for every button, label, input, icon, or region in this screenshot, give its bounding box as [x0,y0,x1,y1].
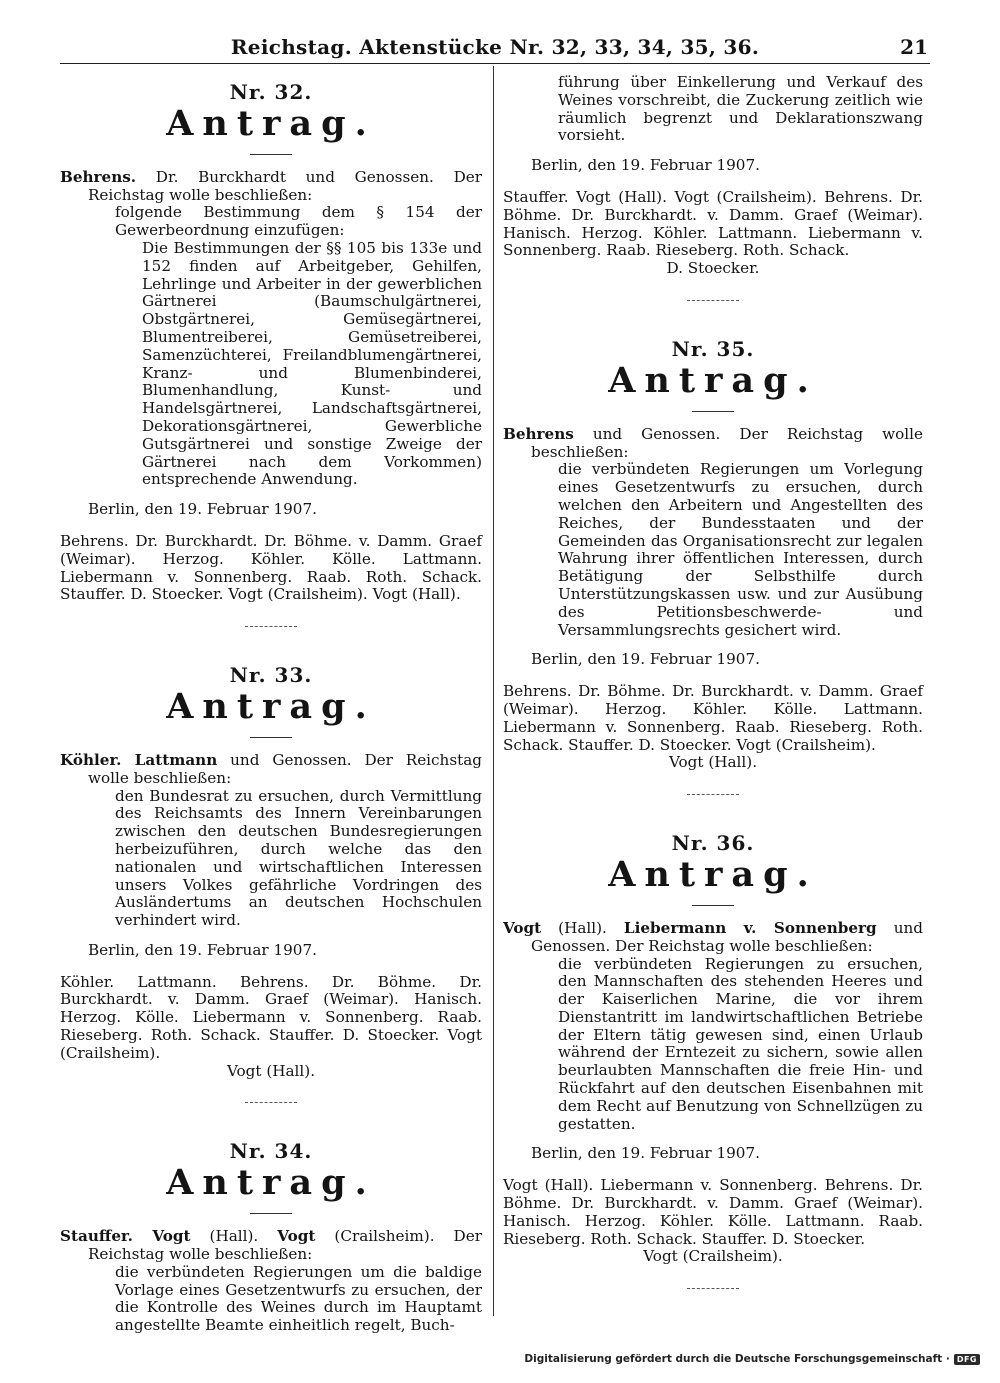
mover-rest: und Genossen. Der Reichstag wolle beschließen: [88,750,482,787]
signatories-last: Vogt (Hall). [226,1061,316,1080]
heading-rule [250,154,292,155]
antrag-nr-34 [60,1139,482,1335]
motion-date: Berlin, den 19. Februar 1907. [88,500,317,519]
mover-rest: Dr. Burckhardt und Genossen. Der Reichstag wolle beschließen: [88,167,482,204]
motion-date: Berlin, den 19. Februar 1907. [531,1144,760,1163]
signatories: Behrens. Dr. Böhme. Dr. Burckhardt. v. Damm. Graef (Weimar). Herzog. Köhler. Kölle. Lattmann. Liebermann v. Sonnenberg. Raab. Rieseberg. Roth. Schack. Stauffer. D. Stoecker. Vogt (Crailsheim). [503,682,923,754]
heading-rule [250,737,292,738]
antrag-nr-35 [503,336,923,795]
mover-mid: (Hall). [190,1227,278,1246]
mover-rest: und Genossen. Der Reichstag wolle beschließen: [531,918,923,955]
section-number: Nr. 32. [229,80,313,104]
signatories: Behrens. Dr. Burckhardt. Dr. Böhme. v. Damm. Graef (Weimar). Herzog. Köhler. Kölle. Lattmann. Liebermann v. Sonnenberg. Raab. Roth. Schack. Stauffer. D. Stoecker. Vogt (Crailsheim). Vogt (Hall). [60,531,482,604]
movers-line [503,426,923,462]
mover-name-2: Liebermann v. Sonnenberg [623,918,877,937]
section-heading: Antrag. [166,102,376,144]
signatories-last: Vogt (Hall). [668,753,758,772]
section-number: Nr. 35. [671,336,755,361]
signatories-last: D. Stoecker. [666,259,760,278]
motion-quote: Die Bestimmungen der §§ 105 bis 133e und 152 finden auf Arbeitgeber, Gehilfen, Lehrlinge und Arbeiter in der gewerblichen Gärtnerei (Baumschulgärtnerei, Obstgärtnerei, Gemüsegärtnerei, Blumentreiberei, Gemüsetreiberei, Samenzüchterei, Freilandblumengärtnerei, Kranz- und Blumenbinderei, Blumenhandlung, Kunst- und Handelsgärtnerei, Landschaftsgärtnerei, Dekorationsgärtnerei, Gewerbliche Gutsgärtnerei und sonstige Zweige der Gärtnerei nach dem Vorkommen) entsprechende Anwendung. [142,238,482,489]
digitization-credit [524,1353,980,1365]
dfg-logo: DFG [954,1354,980,1365]
section-heading: Antrag. [166,685,376,727]
motion-text: den Bundesrat zu ersuchen, durch Vermittlung des Reichsamts des Innern Vereinbarungen zwischen den deutschen Bundesregierungen herbeizuführen, durch welche das den nationalen und wirtschaftlichen Interessen unsers Volkes gefährliche Vordringen des Ausländertums an deutschen Hochschulen verhindert wird. [115,786,482,930]
mover-name: Behrens [503,424,574,443]
motion-date: Berlin, den 19. Februar 1907. [88,940,317,959]
movers-line [60,169,482,205]
section-end-rule [687,1288,739,1289]
mover-name: Behrens. [60,167,137,186]
section-end-rule [245,1102,297,1103]
section-number: Nr. 33. [229,663,313,688]
signatories-last: Vogt (Crailsheim). [643,1247,783,1266]
left-column [60,80,482,1335]
right-column [503,74,923,1329]
mover-name: Köhler. Lattmann [60,750,218,769]
motion-date: Berlin, den 19. Februar 1907. [531,156,760,175]
heading-rule [692,411,734,412]
movers-line [60,1228,482,1264]
mover-name: Stauffer. Vogt [60,1227,191,1246]
page-number: 21 [900,35,928,59]
header-title: Reichstag. Aktenstücke Nr. 32, 33, 34, 35, 36. [230,35,760,59]
motion-date: Berlin, den 19. Februar 1907. [531,650,760,669]
section-number: Nr. 36. [671,831,755,856]
antrag-nr-33 [60,663,482,1103]
mover-name-2: Vogt [277,1227,316,1246]
signatories: Stauffer. Vogt (Hall). Vogt (Crailsheim). Behrens. Dr. Böhme. Dr. Burckhardt. v. Damm. Graef (Weimar). Hanisch. Herzog. Köhler. Lattmann. Liebermann v. Sonnenberg. Raab. Rieseberg. Roth. Schack. [503,187,923,260]
section-end-rule [687,794,739,795]
antrag-nr-32 [60,80,482,627]
heading-rule [250,1213,292,1214]
antrag-nr-36 [503,831,923,1289]
section-heading: Antrag. [166,1162,376,1204]
mover-rest: und Genossen. Der Reichstag wolle beschließen: [531,424,923,461]
movers-line [503,920,923,956]
section-number: Nr. 34. [229,1139,313,1164]
motion-text: die verbündeten Regierungen um die baldige Vorlage eines Gesetzentwurfs zu ersuchen, der die Kontrolle des Weines durch im Hauptamt angestellte Beamte einheitlich regelt, Buch- [115,1262,482,1335]
column-divider [493,66,494,1316]
mover-name: Vogt [503,918,542,937]
credit-text: Digitalisierung gefördert durch die Deutsche Forschungsgemeinschaft · [524,1353,950,1365]
movers-line [60,752,482,788]
motion-text: die verbündeten Regierungen um Vorlegung eines Gesetzentwurfs zu ersuchen, durch welchen den Arbeitern und Angestellten des Reiches, der Bundesstaaten und der Gemeinden das Organisationsrecht zur legalen Wahrung ihrer öffentlichen Interessen, durch Betätigung der Selbsthilfe durch Unterstützungskassen usw. und zur Ausübung des Petitionsbeschwerde- und Versammlungsrechts gesichert wird. [558,460,923,639]
signatories: Vogt (Hall). Liebermann v. Sonnenberg. Behrens. Dr. Böhme. Dr. Burckhardt. v. Damm. Graef (Weimar). Hanisch. Herzog. Köhler. Kölle. Lattmann. Raab. Rieseberg. Roth. Schack. Stauffer. D. Stoecker. [503,1176,923,1248]
motion-text: folgende Bestimmung dem § 154 der Gewerbeordnung einzufügen: [115,203,482,240]
motion-text: die verbündeten Regierungen zu ersuchen, den Mannschaften des stehenden Heeres und der Kaiserlichen Marine, die vor ihrem Dienstantritt im landwirtschaftlichen Betriebe der Eltern tätig gewesen sind, einen Urlaub während der Erntezeit zu sichern, sowie allen beurlaubten Mannschaften die freie Hin- und Rückfahrt auf den deutschen Eisenbahnen mit dem Recht auf Benutzung von Schnellzügen zu gestatten. [558,954,923,1133]
section-heading: Antrag. [608,359,818,401]
section-heading: Antrag. [608,853,818,895]
section-end-rule [245,626,297,627]
heading-rule [692,905,734,906]
antrag-nr-34-continued [503,74,923,301]
signatories: Köhler. Lattmann. Behrens. Dr. Böhme. Dr. Burckhardt. v. Damm. Graef (Weimar). Hanisch. Herzog. Kölle. Liebermann v. Sonnenberg. Raab. Rieseberg. Roth. Schack. Stauffer. D. Stoecker. Vogt (Crailsheim). [60,972,482,1062]
section-end-rule [687,300,739,301]
mover-rest: (Crailsheim). Der Reichstag wolle beschließen: [88,1227,482,1264]
mover-mid: (Hall). [541,918,624,937]
page-header [60,33,930,64]
motion-text: führung über Einkellerung und Verkauf des Weines vorschreibt, die Zuckerung zeitlich wie räumlich begrenzt und Deklarationszwang vorsieht. [558,73,923,145]
